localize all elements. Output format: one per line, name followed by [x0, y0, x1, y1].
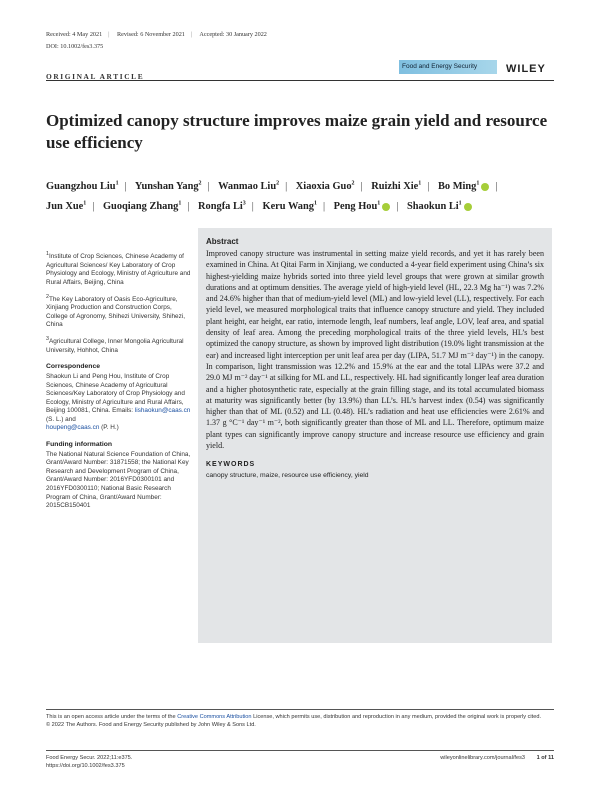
email-link-houpeng[interactable]: houpeng@caas.cn: [46, 424, 100, 432]
doi[interactable]: DOI: 10.1002/fes3.375: [46, 43, 104, 50]
orcid-icon[interactable]: [464, 203, 472, 211]
author-name[interactable]: Rongfa Li$^3$: [198, 200, 246, 212]
author-name[interactable]: Shaokun Li$^1$: [407, 201, 472, 212]
abstract-box: [198, 228, 552, 643]
page-number: 1 of 11: [536, 755, 554, 761]
author-affiliation-number: 1: [115, 181, 119, 187]
author-separator: |: [427, 181, 430, 193]
author-affiliation-number: 1: [476, 181, 480, 187]
author-affiliation-number: 1: [83, 200, 87, 207]
affiliation: $^3$Agricultural College, Inner Mongolia Agricultural University, Hohhot, China: [46, 336, 184, 354]
author-affiliation-number: 1: [377, 200, 381, 207]
author-affiliation-number: 3: [242, 200, 246, 207]
journal-logo[interactable]: Food and Energy Security: [399, 60, 497, 74]
copyright: © 2022 The Authors. Food and Energy Security published by John Wiley & Sons Ltd.: [46, 721, 256, 728]
author-name[interactable]: Ruizhi Xie$^1$: [371, 181, 422, 193]
citation: Food Energy Secur. 2022;11:e375.: [46, 755, 133, 761]
publisher-logo[interactable]: WILEY: [506, 63, 546, 75]
cc-license-link[interactable]: Creative Commons Attribution: [177, 714, 252, 720]
funding-heading: Funding information: [46, 441, 113, 449]
author-separator: |: [322, 200, 326, 212]
author-name[interactable]: Yunshan Yang$^2$: [134, 181, 202, 193]
accepted-date: Accepted: 30 January 2022: [199, 31, 267, 38]
footer-right: [440, 755, 554, 763]
author-separator: |: [92, 200, 95, 212]
author-name[interactable]: Keru Wang$^1$: [262, 200, 317, 212]
affiliation: $^1$Institute of Crop Sciences, Chinese Academy of Agricultural Sciences/ Key Laboratory of Crop Physiology and Ecology, Ministry of Agriculture and Rural Affairs, Beijing, China: [46, 251, 191, 286]
revised-date: Revised: 6 November 2021: [117, 31, 185, 38]
abstract-heading: Abstract: [206, 237, 239, 246]
footer-divider: [46, 750, 554, 751]
abstract-body: Improved canopy structure was instrumental in setting maize yield records, and yet it has rarely been examined in China. At Qitai Farm in Xinjiang, we conducted a 4-year field experiment using China’s six highest-yielding maize hybrids sorted into three yield level groups that were grown at similar growth durations and at optimum densities. The average yield of high-yield level (HL, 22.3 Mg ha⁻¹) was 7.2% and 24.6% higher than that of medium-yield level (ML) and low-yield level (LL), respectively. For each yield level, we measured morphological traits that influence canopy structure and yield. They included plant height, ear height, ear ratio, internode length, leaf numbers, leaf angle, LOV, leaf area, and spatial density of leaf area. Among the preceding morphological traits of the three yield levels, HL’s best optimized the canopy structure, as shown by improved light distribution (19.0% light transmission at the ear) and increased light interception per unit leaf area per day (LIPA, 51.7 MJ m⁻² day⁻¹) in the canopy. In comparison, light transmission was 12.2% and 15.9% at the ear and the total LIPAs were 37.2 and 29.0 MJ m⁻² day⁻¹ at silking for ML and LL, respectively. HL had significantly longer leaf area duration and a higher photosynthetic rate, especially at the grain filling stage, and its total accumulated biomass at maturity was significantly better (by 13.9%) than LL’s. HL’s harvest index (0.54) was significantly higher than that of ML (0.52) and LL (0.48). HL’s radiation and heat use efficiencies were 2.61% and 1.37 g °C⁻¹ day⁻¹ m⁻², both significantly greater than those of ML and LL. Therefore, optimum maize plant types can significantly improve canopy structure and increase resource use efficiency and grain yield.: [206, 249, 544, 451]
correspondence-heading: Correspondence: [46, 363, 101, 371]
author-separator: |: [285, 181, 288, 193]
author-separator: |: [495, 181, 498, 193]
journal-site-link[interactable]: wileyonlinelibrary.com/journal/fes3: [440, 755, 526, 761]
author-name[interactable]: Xiaoxia Guo$^2$: [295, 181, 355, 193]
author-separator: |: [396, 200, 399, 212]
keywords-heading: KEYWORDS: [206, 461, 256, 469]
author-name[interactable]: Peng Hou$^1$: [334, 201, 391, 212]
author-separator: |: [207, 181, 210, 193]
keywords: canopy structure, maize, resource use efficiency, yield: [206, 472, 369, 480]
author-affiliation-number: 1: [178, 200, 182, 207]
orcid-icon[interactable]: [382, 203, 390, 211]
received-date: Received: 4 May 2021: [46, 31, 103, 38]
footnote-divider: [46, 709, 554, 710]
orcid-icon[interactable]: [481, 183, 489, 191]
author-affiliation-number: 1: [418, 181, 422, 187]
author-name[interactable]: Guangzhou Liu$^1$: [46, 181, 119, 193]
author-affiliation-number: 2: [351, 181, 355, 187]
footer-doi-link[interactable]: https://doi.org/10.1002/fes3.375: [46, 762, 125, 769]
author-separator: |: [251, 200, 254, 212]
author-affiliation-number: 2: [198, 181, 202, 187]
author-name[interactable]: Wanmao Liu$^2$: [218, 181, 280, 193]
page-footer: [46, 755, 554, 770]
author-name[interactable]: Bo Ming$^1$: [438, 181, 489, 192]
author-separator: |: [187, 200, 190, 212]
email-link-lishaokun[interactable]: lishaokun@caas.cn: [134, 407, 191, 415]
author-name[interactable]: Guoqiang Zhang$^1$: [102, 200, 182, 212]
correspondence-text: Shaokun Li and Peng Hou, Institute of Crop Sciences, Chinese Academy of Agricultural Sciences/Key Laboratory of Crop Physiology and Ecology, Ministry of Agriculture and Rural Affairs, Beijing 100081, China. Emails: lishaokun@caas.cn (S. L.) and houpeng@caas.cn (P. H.): [46, 372, 191, 432]
author-name[interactable]: Jun Xue$^1$: [46, 200, 87, 212]
license-footnote: This is an open access article under the terms of the Creative Commons Attribution License, which permits use, distribution and reproduction in any medium, provided the original work is properly cited. © 2022 The Authors. Food and Energy Security published by John Wiley & Sons Ltd.: [46, 714, 542, 728]
funding-text: The National Natural Science Foundation of China, Grant/Award Number: 31871558; the National Key Research and Development Program of China, Grant/Award Number: 2016YFD0300101 and 2016YFD0300110; National Basic Research Program of China, Grant/Award Number: 2015CB150401: [46, 450, 191, 510]
author-affiliation-number: 1: [458, 200, 462, 207]
affiliation: $^2$The Key Laboratory of Oasis Eco-Agriculture, Xinjiang Production and Construction Corps, College of Agronomy, Shihezi University, Shihezi, China: [46, 293, 186, 329]
article-dates: Received: 4 May 2021 | Revised: 6 November 2021 | Accepted: 30 January 2022: [46, 31, 267, 38]
left-column: [46, 250, 192, 511]
author-affiliation-number: 2: [276, 181, 280, 187]
author-list: [46, 176, 556, 215]
article-type: ORIGINAL ARTICLE: [46, 72, 145, 81]
author-separator: |: [360, 181, 363, 193]
author-affiliation-number: 1: [313, 200, 317, 207]
author-separator: |: [124, 181, 127, 193]
affiliations: [46, 250, 192, 355]
article-title: Optimized canopy structure improves maize grain yield and resource use efficiency: [46, 111, 548, 152]
